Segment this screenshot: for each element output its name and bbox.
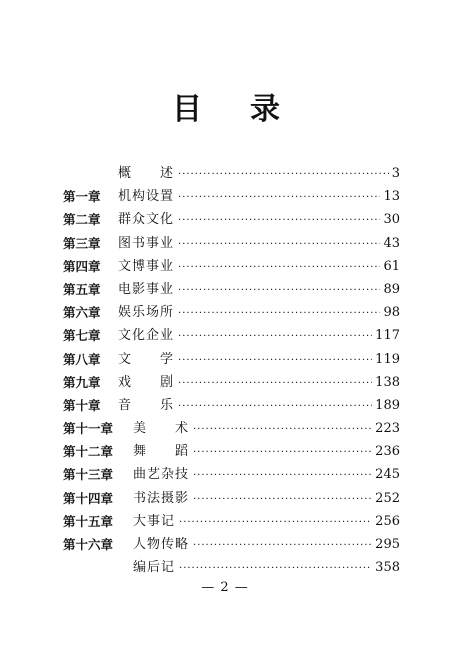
toc-entry[interactable] (0, 208, 450, 231)
toc-entry[interactable] (0, 278, 450, 301)
toc-chapter-number: 第九章 (63, 374, 101, 390)
toc-entry-body (133, 556, 400, 580)
toc-entry-title: 戏 剧 (118, 374, 175, 390)
toc-chapter-number: 第八章 (63, 351, 101, 367)
toc-entry[interactable] (0, 394, 450, 417)
page-title-char: 目 (172, 92, 202, 127)
toc-entry-body (133, 440, 400, 464)
toc-page-number: 236 (375, 444, 400, 460)
toc-entry-body (118, 348, 400, 372)
toc-entry[interactable] (0, 463, 450, 486)
toc-page-number: 119 (375, 351, 400, 367)
toc-entry-title: 电影事业 (118, 281, 175, 297)
toc-entry-body (118, 324, 400, 348)
toc-page-number: 3 (391, 166, 400, 181)
toc-chapter-number: 第四章 (63, 258, 101, 274)
dot-leader (179, 557, 372, 580)
toc-entry[interactable] (0, 301, 450, 324)
toc-entry-body (118, 162, 400, 186)
toc-entry-body (118, 394, 400, 418)
toc-entry[interactable] (0, 348, 450, 371)
toc-entry[interactable] (0, 510, 450, 533)
toc-entry-title: 群众文化 (118, 212, 175, 228)
toc-entry-body (118, 185, 400, 209)
toc-chapter-number: 第十一章 (63, 421, 114, 437)
toc-entry[interactable] (0, 417, 450, 440)
page-number-footer: — 2 — (201, 580, 249, 595)
dot-leader (193, 464, 372, 487)
toc-entry-title: 文化企业 (118, 328, 175, 344)
toc-page-number: 13 (383, 189, 400, 205)
toc-entry-body (133, 533, 400, 557)
page-title (0, 90, 450, 130)
toc-entry-title: 书法摄影 (133, 490, 190, 506)
toc-chapter-number: 第十四章 (63, 490, 114, 506)
toc-entry[interactable] (0, 440, 450, 463)
toc-chapter-number: 第一章 (63, 189, 101, 205)
toc-chapter-number: 第七章 (63, 328, 101, 344)
toc-entry[interactable] (0, 556, 450, 579)
toc-entry-body (133, 510, 400, 534)
toc-entry-title: 舞 蹈 (133, 444, 190, 460)
toc-entry-title: 概 述 (118, 166, 175, 181)
dot-leader (193, 488, 372, 511)
toc-chapter-number: 第十六章 (63, 537, 114, 552)
dot-leader (178, 395, 372, 418)
dot-leader (193, 418, 372, 441)
toc-chapter-number: 第十章 (63, 397, 101, 413)
toc-entry-title: 人物传略 (133, 537, 190, 552)
dot-leader (178, 349, 372, 372)
toc-page-number: 138 (375, 374, 400, 390)
dot-leader (178, 279, 380, 302)
toc-entry[interactable] (0, 232, 450, 255)
toc-entry-body (133, 463, 400, 487)
toc-entry-body (118, 208, 400, 232)
table-of-contents (0, 162, 450, 579)
dot-leader (178, 233, 380, 256)
toc-page-number: 245 (375, 467, 400, 483)
toc-chapter-number: 第三章 (63, 235, 101, 251)
toc-entry-body (133, 487, 400, 511)
dot-leader (178, 372, 372, 395)
toc-page-number: 295 (375, 537, 400, 552)
toc-chapter-number: 第五章 (63, 281, 101, 297)
toc-entry-body (118, 371, 400, 395)
dot-leader (178, 302, 380, 325)
toc-page-number: 358 (375, 560, 400, 576)
toc-entry-title: 文博事业 (118, 258, 175, 274)
toc-entry-body (118, 301, 400, 325)
toc-page-number: 43 (383, 235, 400, 251)
toc-entry-title: 音 乐 (118, 397, 175, 413)
dot-leader (193, 441, 372, 464)
toc-entry-title: 美 术 (133, 421, 190, 437)
toc-chapter-number: 第二章 (63, 212, 101, 228)
toc-entry-title: 机构设置 (118, 189, 175, 205)
toc-page-number: 98 (383, 305, 400, 321)
toc-entry-title: 文 学 (118, 351, 175, 367)
toc-entry-body (118, 232, 400, 256)
dot-leader (178, 325, 372, 348)
toc-entry[interactable] (0, 162, 450, 185)
dot-leader (193, 534, 372, 557)
toc-chapter-number: 第十三章 (63, 467, 114, 483)
dot-leader (178, 163, 389, 186)
toc-entry[interactable] (0, 255, 450, 278)
page-title-char: 录 (250, 92, 280, 127)
toc-page-number: 61 (383, 258, 400, 274)
toc-chapter-number: 第十二章 (63, 444, 114, 460)
toc-page-number: 30 (383, 212, 400, 228)
toc-entry-body (133, 417, 400, 441)
dot-leader (179, 511, 372, 534)
toc-entry[interactable] (0, 487, 450, 510)
toc-chapter-number: 第六章 (63, 305, 101, 321)
toc-entry-title: 大事记 (133, 513, 176, 529)
toc-page-number: 223 (375, 421, 400, 437)
toc-entry[interactable] (0, 533, 450, 556)
toc-entry[interactable] (0, 324, 450, 347)
toc-page-number: 89 (383, 281, 400, 297)
toc-entry-body (118, 278, 400, 302)
toc-entry-body (118, 255, 400, 279)
toc-entry-title: 娱乐场所 (118, 305, 175, 321)
toc-entry-title: 曲艺杂技 (133, 467, 190, 483)
toc-page-number: 189 (375, 397, 400, 413)
toc-chapter-number: 第十五章 (63, 513, 114, 529)
dot-leader (178, 186, 380, 209)
toc-page-number: 117 (375, 328, 400, 344)
dot-leader (178, 256, 380, 279)
dot-leader (178, 209, 380, 232)
toc-page-number: 252 (375, 490, 400, 506)
toc-page-number: 256 (375, 513, 400, 529)
toc-entry[interactable] (0, 371, 450, 394)
toc-entry-title: 编后记 (133, 560, 176, 576)
toc-entry[interactable] (0, 185, 450, 208)
toc-entry-title: 图书事业 (118, 235, 175, 251)
